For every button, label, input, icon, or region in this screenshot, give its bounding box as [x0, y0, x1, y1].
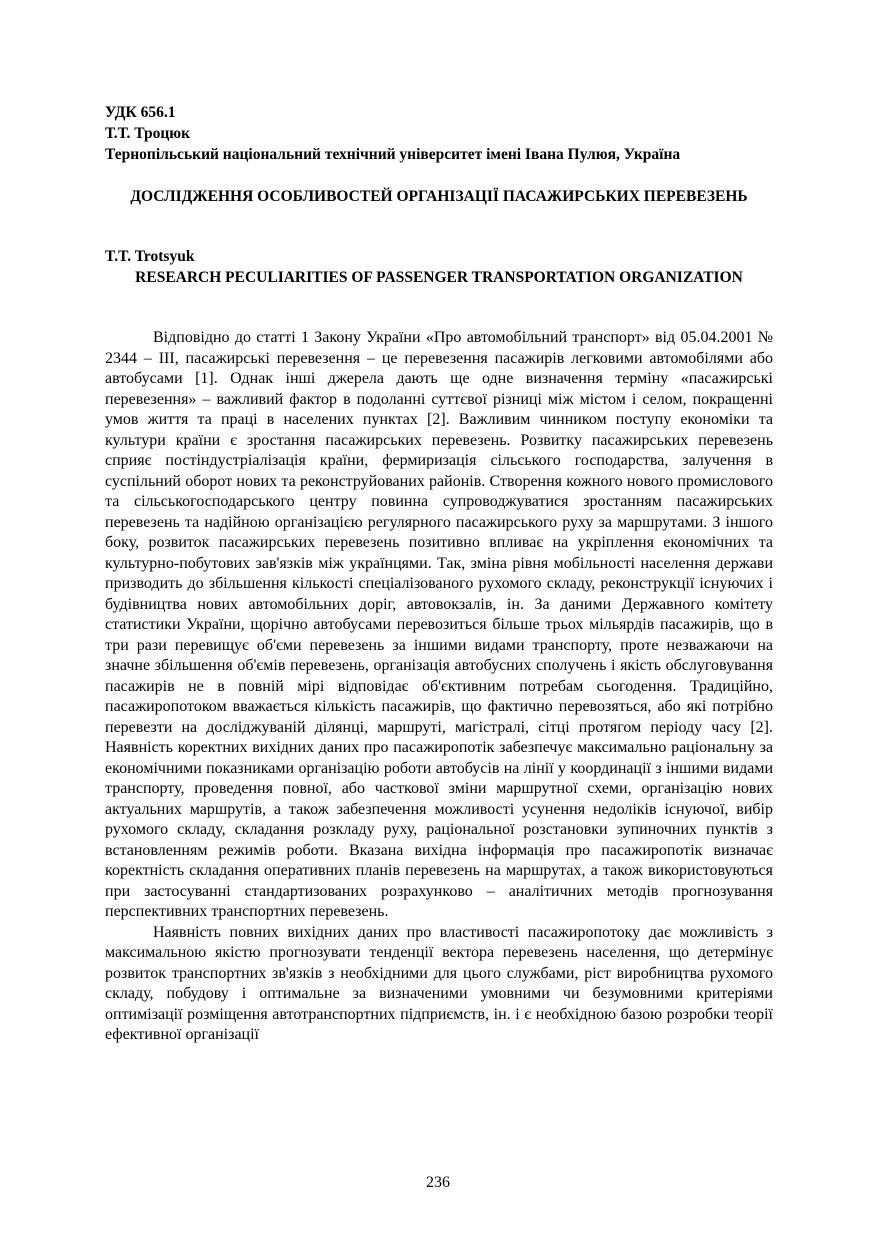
- udc-code: УДК 656.1: [105, 104, 176, 121]
- paragraph: Відповідно до статті 1 Закону України «Про автомобільний транспорт» від 05.04.2001 № 2344 – III, пасажирські перевезення – це перевезення пасажирів легковими автомобілями або автобусами [1]. Однак інші джерела дають ще одне визначення терміну «пасажирські перевезення» – важливий фактор в подоланні суттєвої різниці між містом і селом, покращенні умов життя та праці в населених пунктах [2]. Важливим чинником поступу економіки та культури країни є зростання пасажирських перевезень. Розвитку пасажирських перевезень сприяє постіндустріалізація країни, фермиризація сільського господарства, залучення в суспільний оборот нових та реконструйованих районів. Створення кожного нового промислового та сільськогосподарського центру повинна супроводжуватися зростанням пасажирських перевезень та надійною організацією регулярного пасажирського руху за маршрутами. З іншого боку, розвиток пасажирських перевезень позитивно впливає на укріплення економічних та культурно-побутових зав'язків між українцями. Так, зміна рівня мобільності населення держави призводить до збільшення кількості спеціалізованого рухомого складу, реконструкції існуючих і будівництва нових автомобільних доріг, автовокзалів, ін. За даними Державного комітету статистики України, щорічно автобусами перевозиться більше трьох мільярдів пасажирів, що в три рази перевищує об'єми перевезень за іншими видами транспорту, проте незважаючи на значне збільшення об'ємів перевезень, організація автобусних сполучень і якість обслуговування пасажирів не в повній мірі відповідає об'єктивним потребам сьогодення. Традиційно, пасажиропотоком вважається кількість пасажирів, що фактично перевозяться, або які потрібно перевезти на досліджуваній ділянці, маршруті, магістралі, сітці протягом періоду часу [2]. Наявність коректних вихідних даних про пасажиропотік забезпечує максимально раціональну за економічними показниками організацію роботи автобусів на лінії у координації з іншими видами транспорту, проведення повної, або часткової зміни маршрутної схеми, організацію нових актуальних маршрутів, а також забезпечення можливості усунення недоліків існуючої, вибір рухомого складу, складання розкладу руху, раціональної розстановки зупиночних пунктів з встановленням режимів роботи. Вказана вихідна інформація про пасажиропотік визначає коректність складання оперативних планів перевезень на маршрутах, а також використовуються при застосуванні стандартизованих розрахунково – аналітичних методів прогнозування перспективних транспортних перевезень.: [105, 329, 773, 920]
- body-text: [105, 328, 773, 1046]
- author-name-uk: Т.Т. Троцюк: [105, 125, 191, 142]
- paper-title-en: RESEARCH PECULIARITIES OF PASSENGER TRANSPORTATION ORGANIZATION: [135, 269, 743, 286]
- author-name-en: T.T. Trotsyuk: [105, 248, 195, 265]
- paper-title-uk: ДОСЛІДЖЕННЯ ОСОБЛИВОСТЕЙ ОРГАНІЗАЦІЇ ПАСАЖИРСЬКИХ ПЕРЕВЕЗЕНЬ: [130, 188, 748, 205]
- page-number: 236: [426, 1174, 450, 1191]
- author-affiliation: Тернопільський національний технічний університет імені Івана Пулюя, Україна: [105, 146, 681, 163]
- paragraph: Наявність повних вихідних даних про властивості пасажиропотоку дає можливість з максимальною якістю прогнозувати тенденції вектора перевезень населення, що детермінує розвиток транспортних зв'язків з необхідними для цього службами, ріст виробництва рухомого складу, побудову і оптимальне за визначеними умовними чи безумовними критеріями оптимізації розміщення автотранспортних підприємств, ін. і є необхідною базою розробки теорії ефективної організації: [105, 923, 773, 1043]
